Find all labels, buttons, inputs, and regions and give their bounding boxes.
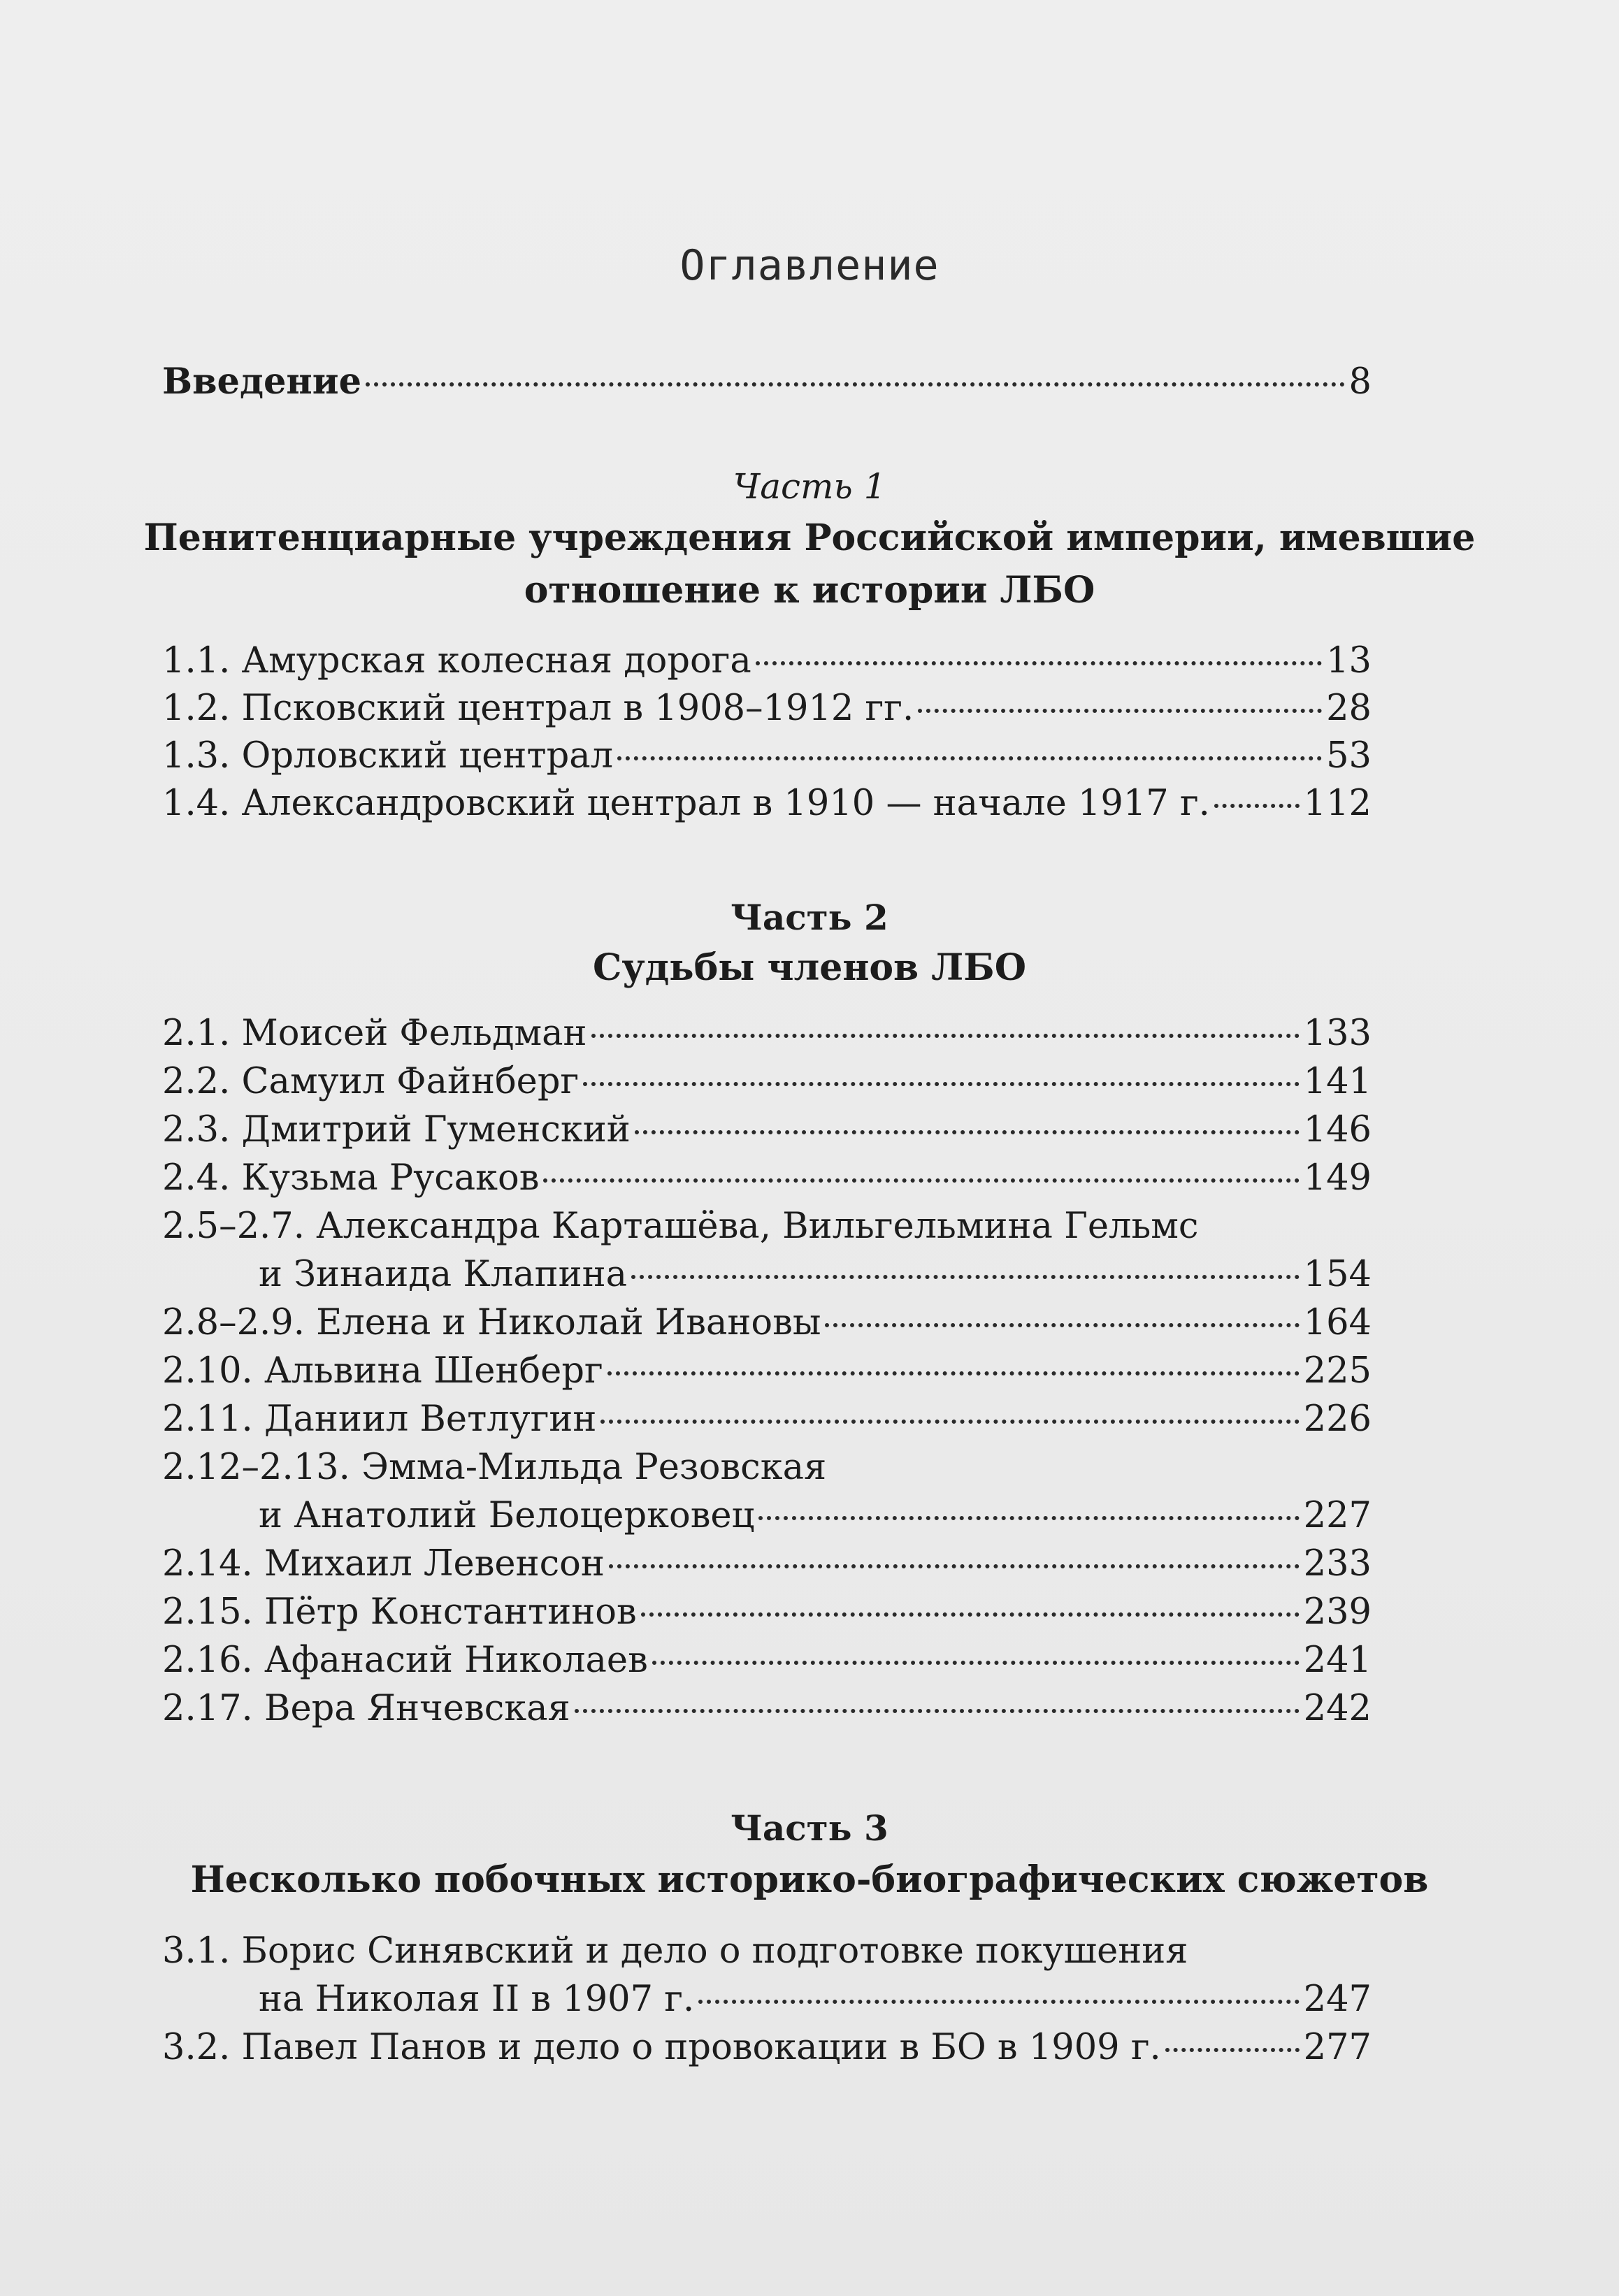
entry-page: 226 — [1303, 1399, 1372, 1440]
entry-page: 242 — [1303, 1688, 1372, 1729]
entry-page: 141 — [1303, 1061, 1372, 1102]
entry-label: 1.4. Александровский централ в 1910 — начале 1917 г. — [162, 783, 1210, 824]
dot-leader — [366, 382, 1345, 387]
entry-label: 2.1. Моисей Фельдман — [162, 1013, 587, 1054]
page-title: Оглавление — [679, 241, 940, 290]
toc-entry[interactable] — [162, 1591, 1372, 1634]
toc-entry[interactable] — [162, 782, 1372, 825]
entry-page: 154 — [1303, 1254, 1372, 1295]
entry-page: 241 — [1303, 1640, 1372, 1681]
dot-leader — [631, 1275, 1300, 1279]
dot-leader — [575, 1709, 1300, 1713]
toc-entry[interactable] — [162, 2026, 1372, 2070]
entry-label-cont: и Анатолий Белоцерковец — [259, 1495, 755, 1536]
toc-entry[interactable] — [162, 1398, 1372, 1441]
entry-label: Введение — [162, 361, 362, 403]
toc-entry[interactable] — [162, 640, 1372, 683]
part-1-title-line1: Пенитенциарные учреждения Российской империи, имевшие — [143, 517, 1476, 559]
dot-leader — [600, 1420, 1299, 1424]
entry-page: 13 — [1326, 640, 1372, 681]
entry-page: 133 — [1303, 1013, 1372, 1054]
entry-label: 1.1. Амурская колесная дорога — [162, 640, 751, 681]
entry-label: 2.15. Пётр Константинов — [162, 1591, 637, 1633]
entry-label: 2.17. Вера Янчевская — [162, 1688, 570, 1729]
entry-page: 233 — [1303, 1543, 1372, 1584]
entry-page: 227 — [1303, 1495, 1372, 1536]
dot-leader — [617, 756, 1322, 760]
dot-leader — [1165, 2048, 1300, 2052]
entry-label: 3.2. Павел Панов и дело о провокации в БО в 1909 г. — [162, 2027, 1161, 2068]
part-1-label: Часть 1 — [733, 466, 886, 507]
entry-page: 247 — [1303, 1979, 1372, 2020]
dot-leader — [607, 1371, 1300, 1376]
dot-leader — [591, 1034, 1300, 1038]
toc-entry[interactable] — [162, 1687, 1372, 1731]
dot-leader — [758, 1516, 1299, 1520]
toc-entry[interactable] — [162, 1543, 1372, 1586]
toc-entry[interactable] — [162, 1060, 1372, 1104]
entry-label: 2.11. Даниил Ветлугин — [162, 1399, 597, 1440]
entry-label: 2.16. Афанасий Николаев — [162, 1640, 648, 1681]
entry-page: 28 — [1326, 688, 1372, 729]
entry-label: 2.4. Кузьма Русаков — [162, 1157, 540, 1199]
entry-label-line1: 2.5–2.7. Александра Карташёва, Вильгельмина Гельмс — [162, 1206, 1199, 1247]
entry-label: 1.2. Псковский централ в 1908–1912 гг. — [162, 688, 914, 729]
toc-entry[interactable] — [162, 1157, 1372, 1200]
entry-page: 53 — [1326, 735, 1372, 777]
toc-entry[interactable] — [259, 1978, 1372, 2021]
toc-entry[interactable] — [259, 1253, 1372, 1297]
part-1-title-line2: отношение к истории ЛБО — [524, 569, 1095, 612]
entry-label: 2.14. Михаил Левенсон — [162, 1543, 605, 1584]
entry-page: 149 — [1303, 1157, 1372, 1199]
part-3-label: Часть 3 — [731, 1807, 888, 1849]
entry-page: 225 — [1303, 1350, 1372, 1392]
dot-leader — [641, 1612, 1300, 1617]
entry-label: 2.8–2.9. Елена и Николай Ивановы — [162, 1302, 821, 1343]
toc-entry[interactable] — [162, 687, 1372, 730]
part-3-title: Несколько побочных историко-биографических сюжетов — [190, 1858, 1429, 1901]
entry-label: 1.3. Орловский централ — [162, 735, 614, 777]
entry-page: 112 — [1303, 783, 1372, 824]
part-2-label: Часть 2 — [731, 897, 888, 938]
toc-entry[interactable] — [162, 1350, 1372, 1393]
toc-entry[interactable] — [162, 1109, 1372, 1152]
dot-leader — [698, 2000, 1299, 2004]
dot-leader — [635, 1130, 1300, 1134]
toc-entry[interactable] — [259, 1494, 1372, 1538]
entry-label: 2.3. Дмитрий Гуменский — [162, 1109, 631, 1150]
dot-leader — [825, 1323, 1299, 1327]
entry-label-line1: 3.1. Борис Синявский и дело о подготовке покушения — [162, 1930, 1188, 1972]
part-2-title: Судьбы членов ЛБО — [592, 946, 1027, 989]
toc-entry[interactable] — [162, 1301, 1372, 1345]
entry-page: 277 — [1303, 2027, 1372, 2068]
toc-entry[interactable] — [162, 1012, 1372, 1055]
entry-page: 239 — [1303, 1591, 1372, 1633]
entry-page: 146 — [1303, 1109, 1372, 1150]
dot-leader — [1214, 804, 1300, 808]
entry-label-line1: 2.12–2.13. Эмма-Мильда Резовская — [162, 1447, 827, 1488]
entry-label: 2.2. Самуил Файнберг — [162, 1061, 580, 1102]
dot-leader — [918, 709, 1322, 713]
dot-leader — [543, 1178, 1299, 1183]
dot-leader — [652, 1661, 1300, 1665]
toc-entry[interactable] — [162, 1639, 1372, 1682]
dot-leader — [609, 1564, 1300, 1568]
entry-label-cont: и Зинаида Клапина — [259, 1254, 628, 1295]
entry-label-cont: на Николая II в 1907 г. — [259, 1979, 695, 2020]
entry-page: 8 — [1348, 361, 1372, 403]
dot-leader — [583, 1082, 1299, 1086]
dot-leader — [756, 661, 1322, 665]
entry-label: 2.10. Альвина Шенберг — [162, 1350, 603, 1392]
toc-entry-intro[interactable] — [162, 360, 1372, 403]
toc-entry[interactable] — [162, 735, 1372, 778]
entry-page: 164 — [1303, 1302, 1372, 1343]
